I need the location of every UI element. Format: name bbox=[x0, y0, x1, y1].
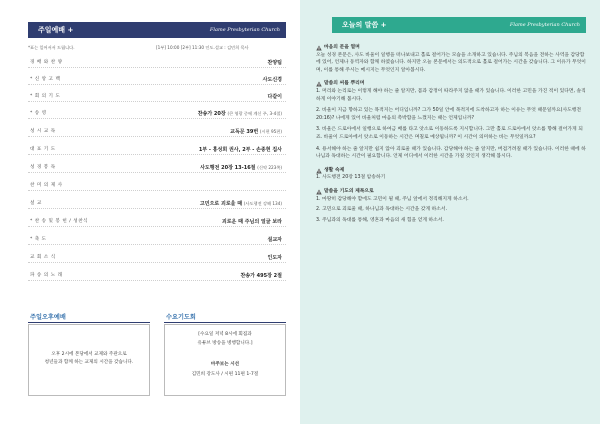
word-section-paragraph: 4. 용서해야 하는 줄 알지만 쉽지 않아 괴로울 때가 있습니다. 감당해야 하는 줄 알지만, 버겁거려질 때가 있습니다. 이러한 때에 하나님과 독대하는 시간이 필요합니다. 언제 어디에서 이러한 시간을 가질 것인지 생각해 봅시다. bbox=[316, 146, 586, 160]
worship-order-row bbox=[28, 107, 286, 119]
worship-order-row bbox=[28, 179, 286, 191]
worship-order-label: * 신 앙 고 백 bbox=[30, 77, 61, 82]
word-section bbox=[316, 167, 588, 182]
worship-order-value bbox=[268, 254, 283, 261]
worship-order-value bbox=[198, 110, 282, 117]
worship-order-value-text: 괴로운 때 주님의 얼굴 보라 bbox=[221, 218, 282, 225]
word-section bbox=[316, 44, 588, 74]
worship-order-row bbox=[28, 90, 286, 102]
wednesday-line: [수요일 저녁 8시에 회집과 bbox=[198, 332, 252, 337]
worship-order-row bbox=[28, 269, 286, 281]
word-section-paragraph: 3. 주님과의 독대를 통해, 영혼과 마음의 새 힘을 얻게 하소서. bbox=[316, 217, 444, 223]
wednesday-sermon-title: 마주보는 시선 bbox=[210, 362, 240, 367]
worship-order-value-text: 찬양팀 bbox=[267, 59, 282, 66]
worship-order-value-text: 고민으로 괴로울 때 bbox=[199, 200, 243, 207]
worship-order-value bbox=[263, 76, 282, 83]
worship-order-value-text: 교독문 39번 bbox=[230, 128, 259, 135]
todays-word-body bbox=[316, 44, 588, 230]
service-times: [1부] 10:00 [2부] 11:30 인도.설교 : 김민희 목사 bbox=[156, 45, 249, 50]
worship-order-value-text: 사도신경 bbox=[262, 76, 282, 83]
afternoon-line: 청년들과 함께 하는 교제의 시간을 갖습니다. bbox=[44, 360, 134, 365]
worship-order-sub: (큰 영광 중에 계신 주, 3-4절) bbox=[227, 110, 282, 116]
worship-order-row bbox=[28, 215, 286, 227]
word-section-paragraph: 1. 사도행전 20장 13절 암송하기 bbox=[316, 175, 386, 181]
worship-order-value bbox=[200, 200, 282, 207]
worship-order-label: 찬 미 의 제 사 bbox=[30, 183, 63, 188]
worship-order-row bbox=[28, 125, 286, 137]
standing-note: *표는 일어서서 드립니다. bbox=[28, 45, 75, 50]
word-section-heading-text: 생활 숙제 bbox=[324, 167, 345, 173]
worship-order-label: * 축 도 bbox=[30, 237, 47, 242]
worship-order-row bbox=[28, 197, 286, 209]
triangle-warning-icon bbox=[316, 189, 322, 195]
worship-order-row bbox=[28, 143, 286, 155]
word-section-heading bbox=[316, 188, 588, 196]
church-name-right: Flame Presbyterian Church bbox=[509, 22, 580, 28]
worship-order-value bbox=[268, 236, 283, 243]
worship-order-label: 경 배 와 찬 양 bbox=[30, 60, 63, 65]
worship-order-label: * 회 의 기 도 bbox=[30, 94, 61, 99]
word-section-heading-text: 말씀을 기도의 제목으로 bbox=[324, 188, 374, 194]
worship-order-label: 성 경 봉 독 bbox=[30, 165, 56, 170]
word-section-heading bbox=[316, 44, 588, 52]
worship-order-row bbox=[28, 73, 286, 85]
worship-order-label: 대 표 기 도 bbox=[30, 147, 56, 152]
worship-order-value-text: 인도자 bbox=[267, 254, 282, 261]
wednesday-line: 유튜브 방송을 병행합니다.] bbox=[197, 341, 253, 346]
worship-order-row bbox=[28, 56, 286, 68]
word-section-paragraph: 2. 고민으로 괴로울 때, 하나님과 독대하는 시간을 갖게 하소서. bbox=[316, 207, 448, 213]
word-section-paragraph: 오늘 성경 본문은, 사도 바울이 일행을 떠나보내고 홀로 걸어가는 모습을 소개하고 있습니다. 주님의 복음을 전하는 사역을 감당함에 있어, 언제나 동역자와 함께 하였습니다. 하지만 오늘 본문에서는 의도적으로 홀로 걸어가는 시간을 갖습니다. 그 이유가 무엇이며, 이를 통해 주시는 메시지는 무엇인지 알아봅시다. bbox=[316, 52, 586, 73]
word-section-heading-text: 마음의 문을 열며 bbox=[324, 45, 360, 50]
wednesday-prayer-box bbox=[164, 324, 286, 396]
worship-order-row bbox=[28, 251, 286, 263]
worship-order-value bbox=[268, 59, 283, 66]
worship-order-label: 설 교 bbox=[30, 201, 42, 206]
sunday-service-header bbox=[28, 22, 286, 38]
worship-order-label: * 송 영 bbox=[30, 111, 47, 116]
worship-order-value-text: 찬송가 20장 bbox=[197, 110, 226, 117]
worship-order-label: 파 송 의 노 래 bbox=[30, 273, 63, 278]
worship-order-value-text: 사도행전 20장 13-16절 bbox=[200, 164, 256, 171]
worship-order-label: * 찬 송 및 봉 헌 / 성찬식 bbox=[30, 219, 89, 224]
worship-order-value-text: 1부 - 홍성희 권사, 2부 - 손종현 집사 bbox=[198, 146, 282, 153]
word-section-paragraph: 1. 마땅히 감당해야 할에도 고민이 될 때, 주님 앞에서 정직해지게 하소서. bbox=[316, 196, 469, 202]
word-section bbox=[316, 80, 588, 160]
worship-order-value bbox=[230, 128, 282, 135]
todays-word-header bbox=[332, 17, 586, 33]
wednesday-divider bbox=[164, 322, 286, 323]
worship-order-value bbox=[240, 272, 282, 279]
wednesday-prayer-title: 수요기도회 bbox=[166, 314, 196, 321]
church-name: Flame Presbyterian Church bbox=[209, 27, 280, 33]
worship-order-sub: (신약 223쪽) bbox=[257, 164, 282, 170]
sunday-service-title: 주일예배 + bbox=[38, 26, 74, 34]
word-section-heading-text: 말씀의 씨를 뿌리며 bbox=[324, 81, 365, 87]
worship-order-value-text: 다같이 bbox=[267, 93, 282, 100]
worship-order-label: 성 시 교 독 bbox=[30, 129, 56, 134]
todays-word-title: 오늘의 말씀 + bbox=[342, 21, 387, 29]
worship-order-row bbox=[28, 233, 286, 245]
worship-order-value-text: 설교자 bbox=[267, 236, 282, 243]
afternoon-line: 오후 2시에 본당에서 교제와 주관으로 bbox=[51, 352, 127, 357]
worship-order-value bbox=[268, 93, 283, 100]
afternoon-divider bbox=[28, 322, 150, 323]
worship-order-sub: (시편 95편) bbox=[259, 128, 282, 134]
wednesday-sermon-ref: 김민희 강도사 / 시편 11편 1-7절 bbox=[191, 372, 259, 377]
word-section-paragraph: 3. 바울은 드로아에서 일행으로 하여금 배를 타고 앗소로 이동하도록 지시합니다. 그만 홀로 드로아에서 앗소를 향해 걸어가게 되죠. 바울이 드로아에서 앗소로 이동하는 시간은 며칠로 예상됩니까? 이 시간이 의미하는 바는 무엇일까요? bbox=[316, 127, 583, 140]
worship-order-label: 교 회 소 식 bbox=[30, 255, 56, 260]
word-section-heading bbox=[316, 167, 588, 175]
afternoon-service-title: 주일오후예배 bbox=[30, 314, 66, 321]
worship-order-value bbox=[222, 218, 282, 225]
word-section bbox=[316, 188, 588, 224]
worship-order-value bbox=[200, 164, 282, 171]
word-section-heading bbox=[316, 80, 588, 88]
worship-order-value-text: 찬송가 495장 2절 bbox=[240, 272, 282, 279]
word-section-paragraph: 2. 바울이 지금 향하고 있는 목적지는 어디입니까? 그가 50일 안에 목적지에 도착하고자 하는 이유는 무엇 때문일까요(사도행전 20:16)? 나에게 있어 바울처럼 마음의 촉박함을 느꼈지는 때는 언제입니까? bbox=[316, 108, 582, 121]
word-section-paragraph: 1. 머리와 논리로는 이렇게 해야 하는 줄 알지만, 몸과 감정이 따라주지 않을 때가 있습니다. 이러한 고민을 가진 적이 있다면, 솔직하게 이야기해 봅시다. bbox=[316, 88, 586, 102]
triangle-warning-icon bbox=[316, 168, 322, 174]
triangle-warning-icon bbox=[316, 45, 322, 51]
worship-order-sub: (사도행전 강해 134) bbox=[243, 200, 282, 206]
triangle-warning-icon bbox=[316, 81, 322, 87]
afternoon-service-box bbox=[28, 324, 150, 396]
worship-order-row bbox=[28, 161, 286, 173]
worship-order-value bbox=[199, 146, 282, 153]
